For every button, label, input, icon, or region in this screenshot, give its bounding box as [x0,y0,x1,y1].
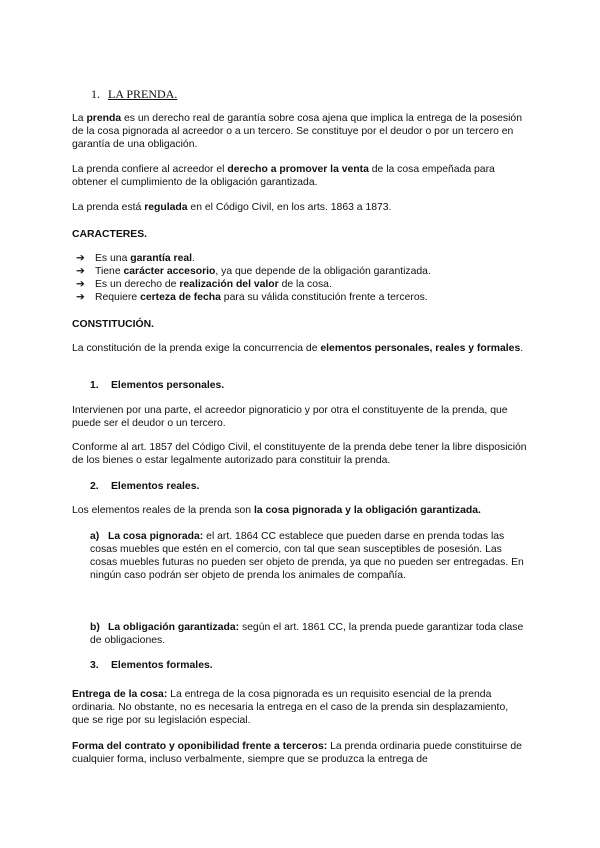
obligacion-garantizada-item: b) La obligación garantizada: según el art. 1861 CC, la prenda puede garantizar toda clase de obligaciones. [90,622,524,646]
personales-paragraph-2: Conforme al art. 1857 del Código Civil, el constituyente de la prenda debe tener la libre disposición de los bienes o estar legalmente autorizado para constituir la prenda. [72,442,527,466]
section-title-text: LA PRENDA. [108,87,178,101]
arrow-icon: ➔ [76,279,85,290]
intro-paragraph-2: La prenda confiere al acreedor el derecho a promover la venta de la cosa empeñada para obtener el cumplimiento de la obligación garantizada. [72,164,495,188]
list-item: ➔ Requiere certeza de fecha para su válida constitución frente a terceros. [76,292,428,303]
list-item: ➔ Es un derecho de realización del valor de la cosa. [76,279,332,290]
constitucion-paragraph: La constitución de la prenda exige la concurrencia de elementos personales, reales y formales. [72,343,524,354]
list-item: ➔ Tiene carácter accesorio, ya que depende de la obligación garantizada. [76,266,431,277]
entrega-cosa-paragraph: Entrega de la cosa: La entrega de la cosa pignorada es un requisito esencial de la prenda ordinaria. No obstante, no es necesaria la entrega en el caso de la prenda sin desplazamiento, que se rige por su legislación especial. [72,689,509,726]
arrow-icon: ➔ [76,266,85,277]
caracteres-heading: CARACTERES. [72,229,148,240]
personales-heading: 1. Elementos personales. [90,380,225,391]
section-number: 1. [91,87,100,101]
personales-paragraph-1: Intervienen por una parte, el acreedor pignoraticio y por otra el constituyente de la prenda, que puede ser el deudor o un tercero. [72,405,508,429]
forma-contrato-paragraph: Forma del contrato y oponibilidad frente a terceros: La prenda ordinaria puede constituirse de cualquier forma, incluso verbalmente, siempre que se produzca la entrega de [72,741,522,765]
caracteres-list [72,252,528,304]
reales-heading: 2. Elementos reales. [90,481,200,492]
arrow-icon: ➔ [76,292,85,303]
reales-paragraph: Los elementos reales de la prenda son la cosa pignorada y la obligación garantizada. [72,505,481,516]
arrow-icon: ➔ [76,253,85,264]
section-title [91,88,547,101]
list-item: ➔ Es una garantía real. [76,253,195,264]
constitucion-heading: CONSTITUCIÓN. [72,319,154,330]
formales-heading: 3. Elementos formales. [90,660,213,671]
intro-paragraph-3: La prenda está regulada en el Código Civil, en los arts. 1863 a 1873. [72,202,392,213]
cosa-pignorada-item: a) La cosa pignorada: el art. 1864 CC establece que pueden darse en prenda todas las cosas muebles que estén en el comercio, con tal que sean susceptibles de posesión. Las cosas muebles futuras no pueden ser objeto de prenda, ya que no pueden ser entregadas. En ningún caso podrán ser objeto de prenda los animales de compañía. [90,531,524,581]
intro-paragraph-1: La prenda es un derecho real de garantía sobre cosa ajena que implica la entrega de la posesión de la cosa pignorada al acreedor o a un tercero. Se constituye por el deudor o por un tercero en garantía de una obligación. [72,113,522,150]
